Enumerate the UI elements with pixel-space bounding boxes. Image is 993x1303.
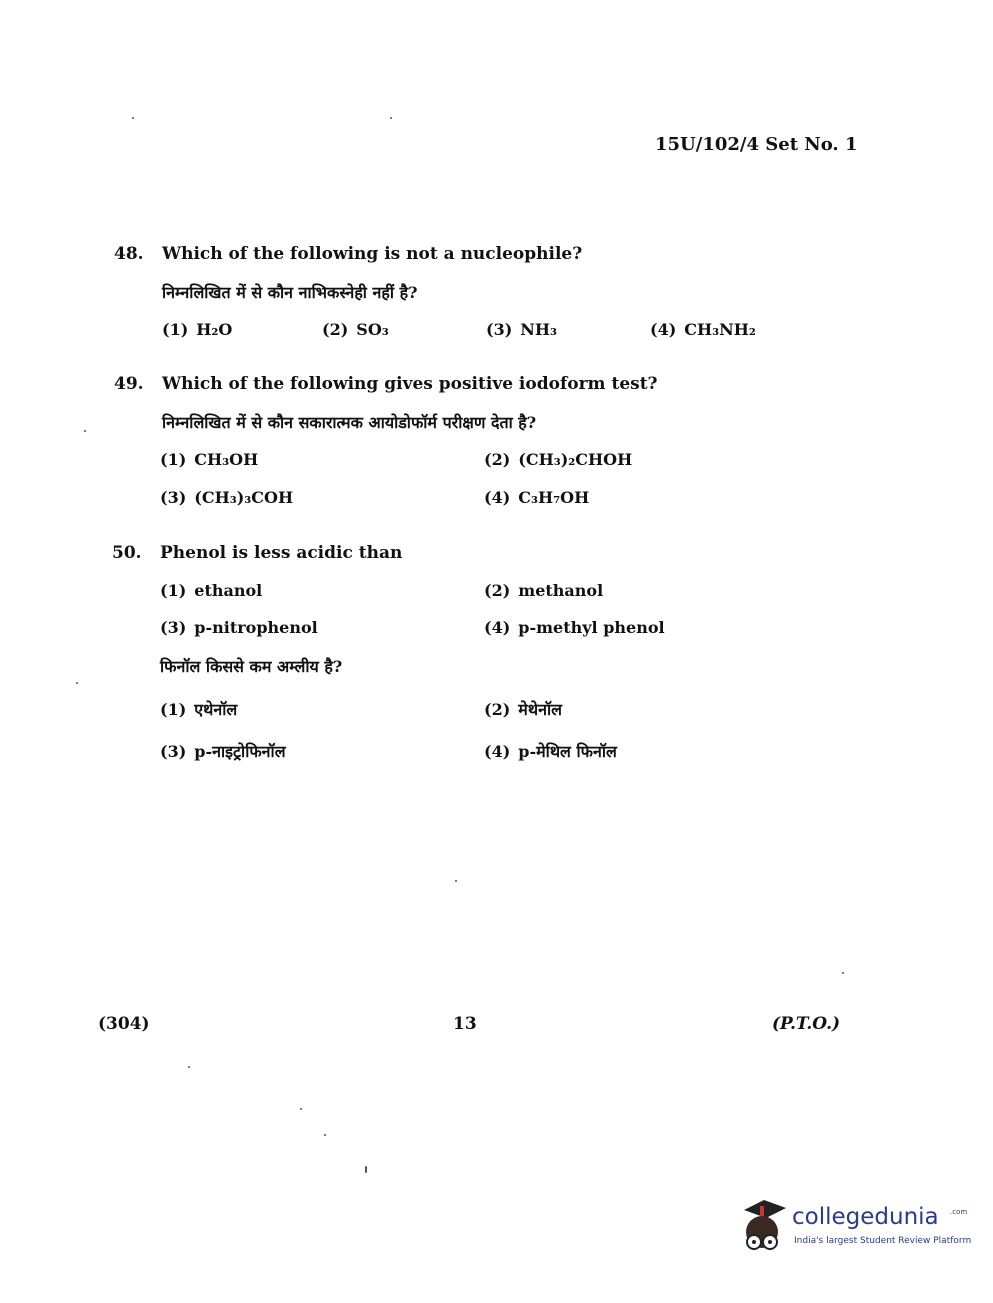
option bbox=[484, 581, 603, 600]
scan-speck bbox=[842, 972, 844, 974]
logo-suffix: .com bbox=[950, 1208, 968, 1216]
scan-speck bbox=[300, 1108, 302, 1110]
option-number: (3) bbox=[160, 488, 187, 507]
option bbox=[650, 320, 756, 339]
option bbox=[160, 488, 293, 507]
question-number: 48. bbox=[114, 244, 144, 264]
option-text: p-nitrophenol bbox=[194, 618, 318, 637]
pto-label: (P.T.O.) bbox=[772, 1014, 841, 1034]
option-text: एथेनॉल bbox=[194, 700, 238, 719]
option-number: (3) bbox=[486, 320, 513, 339]
option-number: (4) bbox=[484, 618, 511, 637]
scan-speck bbox=[390, 117, 392, 119]
option-number: (4) bbox=[650, 320, 677, 339]
option bbox=[160, 581, 262, 600]
option-text: (CH₃)₃COH bbox=[194, 488, 294, 507]
option-text: p-नाइट्रोफिनॉल bbox=[194, 742, 286, 761]
option-number: (2) bbox=[484, 700, 511, 719]
question-number: 50. bbox=[112, 543, 142, 563]
option bbox=[162, 320, 232, 339]
scan-speck bbox=[76, 682, 78, 684]
option-text: मेथेनॉल bbox=[518, 700, 562, 719]
option bbox=[322, 320, 389, 339]
scan-speck bbox=[365, 1166, 367, 1173]
logo-name: collegedunia bbox=[792, 1204, 939, 1230]
question-text-hi: फिनॉल किससे कम अम्लीय है? bbox=[160, 657, 343, 676]
option-number: (1) bbox=[160, 700, 187, 719]
collegedunia-logo bbox=[734, 1196, 972, 1260]
paper-code: (304) bbox=[98, 1014, 150, 1034]
option bbox=[486, 320, 557, 339]
option-text: (CH₃)₂CHOH bbox=[518, 450, 633, 469]
question-text-en: Which of the following is not a nucleophile? bbox=[162, 244, 583, 264]
scan-speck bbox=[84, 430, 86, 432]
option bbox=[160, 698, 237, 720]
page-number: 13 bbox=[453, 1014, 477, 1034]
option bbox=[484, 698, 562, 720]
option-text: ethanol bbox=[194, 581, 263, 600]
option-text: methanol bbox=[518, 581, 604, 600]
option-text: NH₃ bbox=[520, 320, 558, 339]
option-text: H₂O bbox=[196, 320, 233, 339]
option-text: CH₃OH bbox=[194, 450, 259, 469]
option-number: (1) bbox=[160, 450, 187, 469]
question-text-hi: निम्नलिखित में से कौन नाभिकस्नेही नहीं है? bbox=[162, 283, 418, 302]
option bbox=[484, 450, 632, 469]
option-text: p-methyl phenol bbox=[518, 618, 665, 637]
option-number: (3) bbox=[160, 742, 187, 761]
option-number: (4) bbox=[484, 488, 511, 507]
option bbox=[484, 488, 589, 507]
option-text: p-मेथिल फिनॉल bbox=[518, 742, 617, 761]
option bbox=[484, 740, 617, 762]
scan-speck bbox=[132, 117, 134, 119]
option bbox=[484, 618, 665, 637]
option-number: (2) bbox=[322, 320, 349, 339]
scan-speck bbox=[188, 1066, 190, 1068]
set-number: 15U/102/4 Set No. 1 bbox=[655, 134, 858, 155]
question-number: 49. bbox=[114, 374, 144, 394]
option-number: (4) bbox=[484, 742, 511, 761]
logo-tagline: India's largest Student Review Platform bbox=[794, 1236, 972, 1246]
option-number: (2) bbox=[484, 581, 511, 600]
option-number: (3) bbox=[160, 618, 187, 637]
scan-speck bbox=[324, 1134, 326, 1136]
option-text: CH₃NH₂ bbox=[684, 320, 756, 339]
option-number: (2) bbox=[484, 450, 511, 469]
option-number: (1) bbox=[162, 320, 189, 339]
option bbox=[160, 618, 318, 637]
option-text: C₃H₇OH bbox=[518, 488, 590, 507]
option-number: (1) bbox=[160, 581, 187, 600]
question-text-en: Which of the following gives positive iodoform test? bbox=[162, 374, 658, 394]
mascot-icon bbox=[734, 1196, 792, 1260]
scan-speck bbox=[455, 880, 457, 882]
option bbox=[160, 740, 286, 762]
option-text: SO₃ bbox=[356, 320, 389, 339]
question-text-en: Phenol is less acidic than bbox=[160, 543, 403, 563]
option bbox=[160, 450, 258, 469]
question-text-hi: निम्नलिखित में से कौन सकारात्मक आयोडोफॉर्म परीक्षण देता है? bbox=[162, 413, 537, 432]
